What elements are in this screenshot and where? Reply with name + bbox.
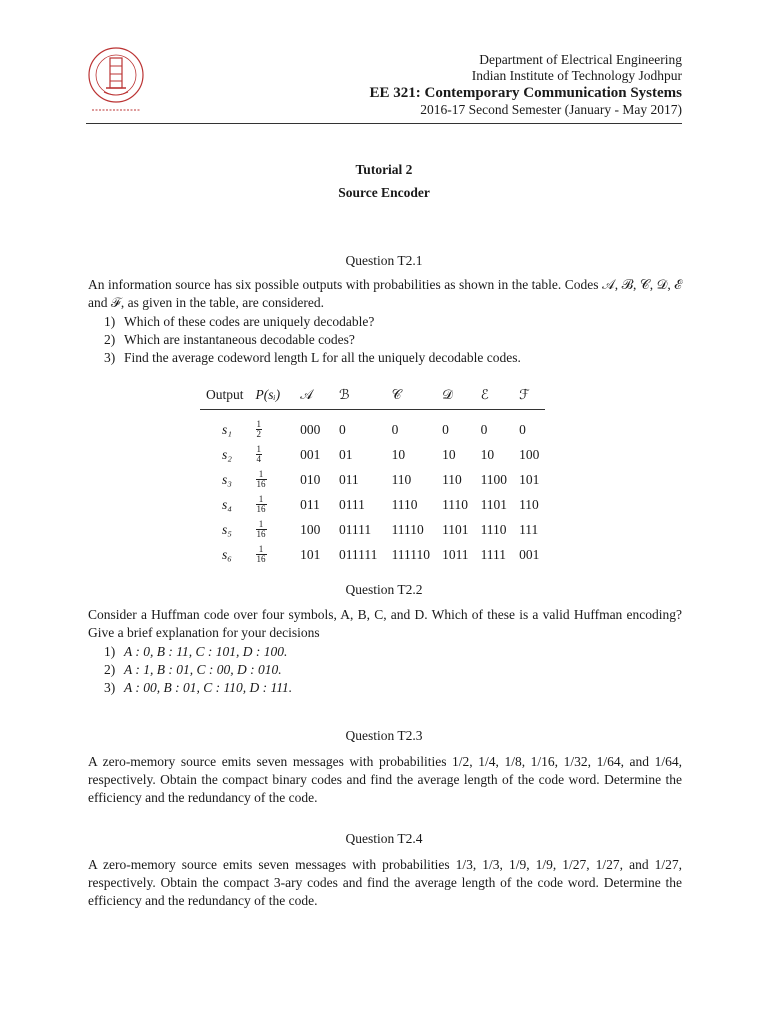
tutorial-subtitle: Source Encoder bbox=[338, 185, 430, 200]
probability-fraction: $\frac{1}{4}$ bbox=[256, 444, 262, 464]
col-header: 𝒟 bbox=[436, 384, 475, 410]
list-item: 3) A : 00, B : 01, C : 110, D : 111. bbox=[104, 680, 293, 695]
col-header: ℱ bbox=[513, 384, 545, 410]
question-title: Question T2.1 bbox=[345, 253, 423, 268]
question-title: Question T2.4 bbox=[345, 831, 423, 846]
document-header bbox=[86, 44, 682, 124]
list-item: 1) Which of these codes are uniquely decodable? bbox=[104, 314, 375, 329]
col-header: ℬ bbox=[333, 384, 386, 410]
col-header: P(sᵢ) bbox=[250, 384, 295, 410]
table-row: s₅ $\frac{1}{16}$ 100 01111 11110 1101 1110 111 bbox=[222, 519, 539, 539]
table-row: s₃ $\frac{1}{16}$ 010 011 110 110 1100 101 bbox=[222, 469, 540, 489]
tutorial-title: Tutorial 2 bbox=[355, 162, 413, 177]
table-row: s₄ $\frac{1}{16}$ 011 0111 1110 1110 1101 110 bbox=[222, 494, 539, 514]
probability-fraction: $\frac{1}{16}$ bbox=[256, 494, 266, 514]
col-header: ℰ bbox=[475, 384, 514, 410]
question-list bbox=[104, 313, 674, 367]
table-row: s₂ $\frac{1}{4}$ 001 01 10 10 10 100 bbox=[222, 444, 540, 464]
list-item: 2) A : 1, B : 01, C : 00, D : 010. bbox=[104, 662, 282, 677]
col-header: 𝒞 bbox=[386, 384, 437, 410]
list-item: 1) A : 0, B : 11, C : 101, D : 100. bbox=[104, 644, 288, 659]
semester-info: 2016-17 Second Semester (January - May 2017) bbox=[420, 102, 682, 117]
header-divider bbox=[86, 123, 682, 124]
list-item: 2) Which are instantaneous decodable codes? bbox=[104, 332, 355, 347]
probability-fraction: $\frac{1}{2}$ bbox=[256, 419, 262, 439]
probability-fraction: $\frac{1}{16}$ bbox=[256, 519, 266, 539]
question-title: Question T2.3 bbox=[345, 728, 423, 743]
course-title: EE 321: Contemporary Communication Systems bbox=[369, 85, 682, 101]
question-text: Consider a Huffman code over four symbols, A, B, C, and D. Which of these is a valid Huffman encoding? Give a brief explanation for your decisions bbox=[88, 607, 682, 640]
question-title: Question T2.2 bbox=[345, 582, 423, 597]
question-text: An information source has six possible outputs with probabilities as shown in the table. Codes 𝒜, ℬ, 𝒞, 𝒟, ℰ and ℱ, as given in the table, are considered. bbox=[88, 277, 682, 310]
list-item: 3) Find the average codeword length L for all the uniquely decodable codes. bbox=[104, 350, 521, 365]
col-header: Output bbox=[200, 384, 250, 410]
institute-name: Indian Institute of Technology Jodhpur bbox=[471, 68, 682, 83]
probability-fraction: $\frac{1}{16}$ bbox=[256, 544, 266, 564]
iit-jodhpur-emblem-icon bbox=[86, 44, 146, 118]
question-text: A zero-memory source emits seven messages with probabilities 1/3, 1/3, 1/9, 1/9, 1/27, 1/27, and 1/27, respectively. Obtain the compact 3-ary codes and find the average length of the code word. Determine the efficiency and the redundancy of the code. bbox=[88, 857, 682, 908]
codes-table bbox=[200, 384, 545, 567]
col-header: 𝒜 bbox=[294, 384, 333, 410]
table-header-row bbox=[200, 384, 545, 410]
department-name: Department of Electrical Engineering bbox=[479, 52, 682, 67]
table-row: s₁ $\frac{1}{2}$ 000 0 0 0 0 0 bbox=[222, 419, 526, 439]
table-row: s₆ $\frac{1}{16}$ 101 011111 111110 1011 1111 001 bbox=[222, 544, 540, 564]
question-text: A zero-memory source emits seven messages with probabilities 1/2, 1/4, 1/8, 1/16, 1/32, 1/64, and 1/64, respectively. Obtain the compact binary codes and find the average length of the code word. Determine the efficiency and the redundancy of the code. bbox=[88, 754, 682, 805]
probability-fraction: $\frac{1}{16}$ bbox=[256, 469, 266, 489]
question-list bbox=[104, 643, 674, 697]
